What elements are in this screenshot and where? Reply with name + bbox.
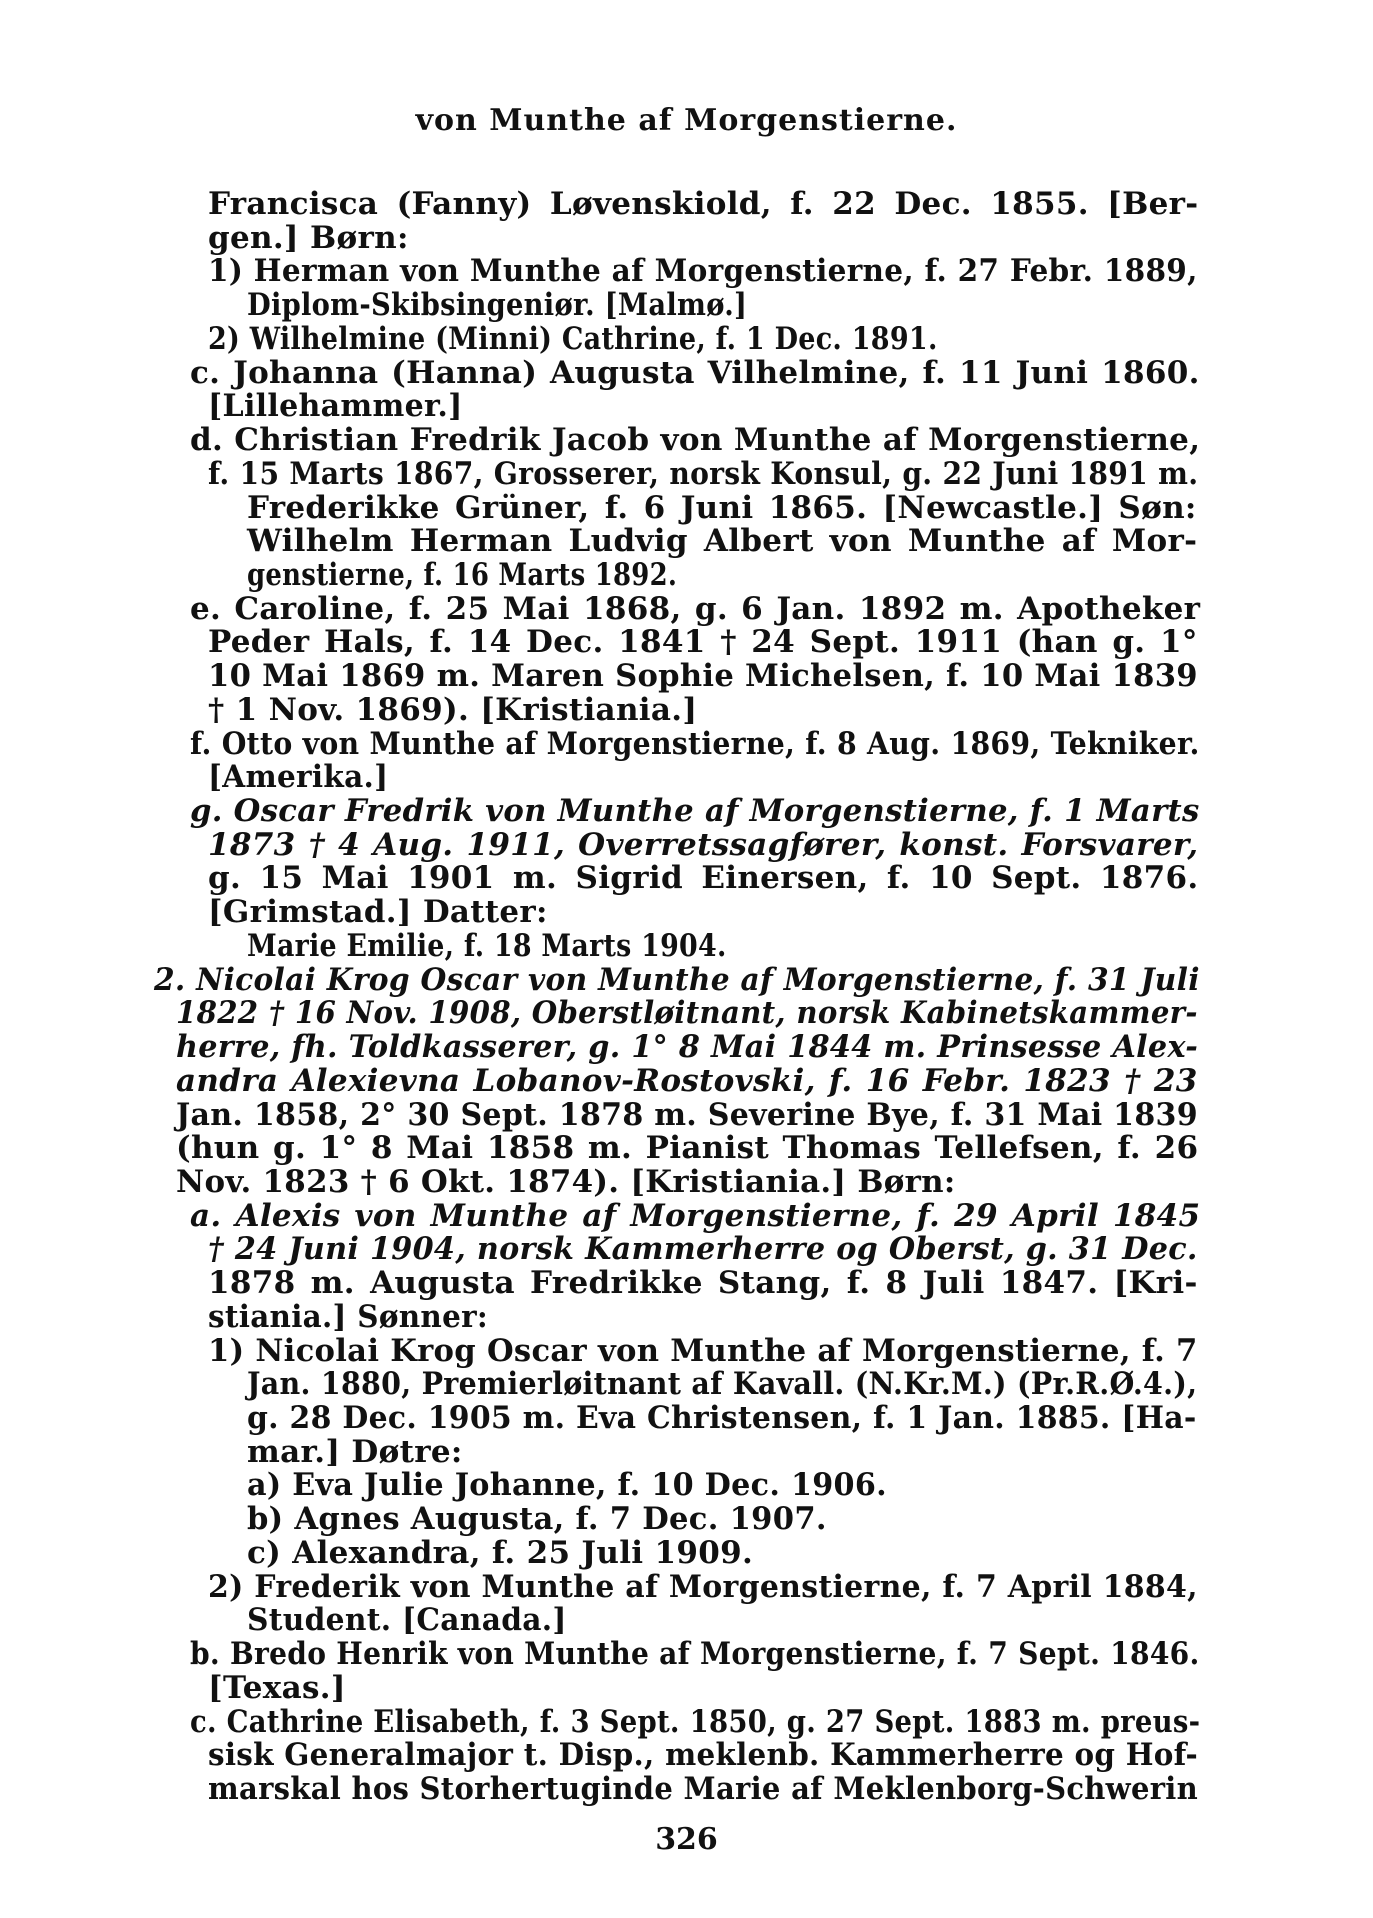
text-line: [Grimstad.] Datter: xyxy=(208,894,548,930)
text-line: 2) Frederik von Munthe af Morgenstierne, f. 7 April 1884, xyxy=(208,1569,1198,1605)
text-line: Marie Emilie, f. 18 Marts 1904. xyxy=(247,928,727,964)
text-line: c. Cathrine Elisabeth, f. 3 Sept. 1850, g. 27 Sept. 1883 m. preus- xyxy=(190,1704,1201,1740)
text-line: e. Caroline, f. 25 Mai 1868, g. 6 Jan. 1892 m. Apotheker xyxy=(190,591,1201,627)
page-number: 326 xyxy=(655,1822,718,1857)
text-line: andra Alexievna Lobanov-Rostovski, f. 16 Febr. 1823 † 23 xyxy=(176,1063,1198,1099)
text-line: 2. Nicolai Krog Oscar von Munthe af Morgenstierne, f. 31 Juli xyxy=(154,962,1200,998)
text-line: 1822 † 16 Nov. 1908, Oberstløitnant, norsk Kabinetskammer- xyxy=(176,995,1198,1031)
text-line: stiania.] Sønner: xyxy=(208,1299,489,1335)
text-line: c. Johanna (Hanna) Augusta Vilhelmine, f. 11 Juni 1860. xyxy=(190,355,1200,391)
text-line: Jan. 1858, 2° 30 Sept. 1878 m. Severine Bye, f. 31 Mai 1839 xyxy=(176,1097,1198,1133)
text-line: genstierne, f. 16 Marts 1892. xyxy=(247,557,678,593)
text-line: 1) Nicolai Krog Oscar von Munthe af Morgenstierne, f. 7 xyxy=(208,1333,1198,1369)
text-line: 1873 † 4 Aug. 1911, Overretssagfører, konst. Forsvarer, xyxy=(208,827,1199,863)
text-line: Wilhelm Herman Ludvig Albert von Munthe af Mor- xyxy=(247,523,1198,559)
text-line: g. Oscar Fredrik von Munthe af Morgenstierne, f. 1 Marts xyxy=(190,793,1200,829)
text-line: gen.] Børn: xyxy=(208,220,409,256)
text-line: 10 Mai 1869 m. Maren Sophie Michelsen, f. 10 Mai 1839 xyxy=(208,658,1198,694)
text-line: a) Eva Julie Johanne, f. 10 Dec. 1906. xyxy=(247,1467,887,1503)
text-line: g. 28 Dec. 1905 m. Eva Christensen, f. 1 Jan. 1885. [Ha- xyxy=(247,1400,1197,1436)
text-line: [Lillehammer.] xyxy=(208,388,463,424)
text-line: † 1 Nov. 1869). [Kristiania.] xyxy=(208,692,698,728)
text-line: Frederikke Grüner, f. 6 Juni 1865. [Newcastle.] Søn: xyxy=(247,490,1197,526)
text-line: † 24 Juni 1904, norsk Kammerherre og Oberst, g. 31 Dec. xyxy=(208,1231,1198,1267)
text-line: 1) Herman von Munthe af Morgenstierne, f. 27 Febr. 1889, xyxy=(208,253,1198,289)
text-line: sisk Generalmajor t. Disp., meklenb. Kammerherre og Hof- xyxy=(208,1737,1199,1773)
text-line: (hun g. 1° 8 Mai 1858 m. Pianist Thomas Tellefsen, f. 26 xyxy=(176,1130,1199,1166)
text-line: d. Christian Fredrik Jacob von Munthe af Morgenstierne, xyxy=(190,422,1201,458)
text-line: b. Bredo Henrik von Munthe af Morgenstierne, f. 7 Sept. 1846. xyxy=(190,1636,1200,1672)
text-line: 2) Wilhelmine (Minni) Cathrine, f. 1 Dec. 1891. xyxy=(208,321,938,357)
text-line: c) Alexandra, f. 25 Juli 1909. xyxy=(247,1535,754,1571)
text-line: f. Otto von Munthe af Morgenstierne, f. 8 Aug. 1869, Tekniker. xyxy=(190,726,1200,762)
text-line: a. Alexis von Munthe af Morgenstierne, f. 29 April 1845 xyxy=(190,1198,1201,1234)
text-line: Nov. 1823 † 6 Okt. 1874). [Kristiania.] Børn: xyxy=(176,1164,956,1200)
text-line: herre, fh. Toldkasserer, g. 1° 8 Mai 1844 m. Prinsesse Alex- xyxy=(176,1029,1199,1065)
text-line: b) Agnes Augusta, f. 7 Dec. 1907. xyxy=(247,1501,827,1537)
text-line: Peder Hals, f. 14 Dec. 1841 † 24 Sept. 1911 (han g. 1° xyxy=(208,624,1198,660)
text-line: Student. [Canada.] xyxy=(247,1602,567,1638)
text-line: f. 15 Marts 1867, Grosserer, norsk Konsul, g. 22 Juni 1891 m. xyxy=(208,456,1199,492)
text-line: [Amerika.] xyxy=(208,759,389,795)
text-line: [Texas.] xyxy=(208,1670,346,1706)
text-line: Jan. 1880, Premierløitnant af Kavall. (N.Kr.M.) (Pr.R.Ø.4.), xyxy=(247,1366,1198,1402)
text-line: marskal hos Storhertuginde Marie af Meklenborg-Schwerin xyxy=(208,1771,1198,1807)
running-header: von Munthe af Morgenstierne. xyxy=(415,103,958,138)
text-line: g. 15 Mai 1901 m. Sigrid Einersen, f. 10 Sept. 1876. xyxy=(208,860,1199,896)
text-line: mar.] Døtre: xyxy=(247,1434,463,1470)
text-line: Diplom-Skibsingeniør. [Malmø.] xyxy=(247,287,748,323)
text-line: Francisca (Fanny) Løvenskiold, f. 22 Dec. 1855. [Ber- xyxy=(208,186,1199,222)
text-line: 1878 m. Augusta Fredrikke Stang, f. 8 Juli 1847. [Kri- xyxy=(208,1265,1198,1301)
